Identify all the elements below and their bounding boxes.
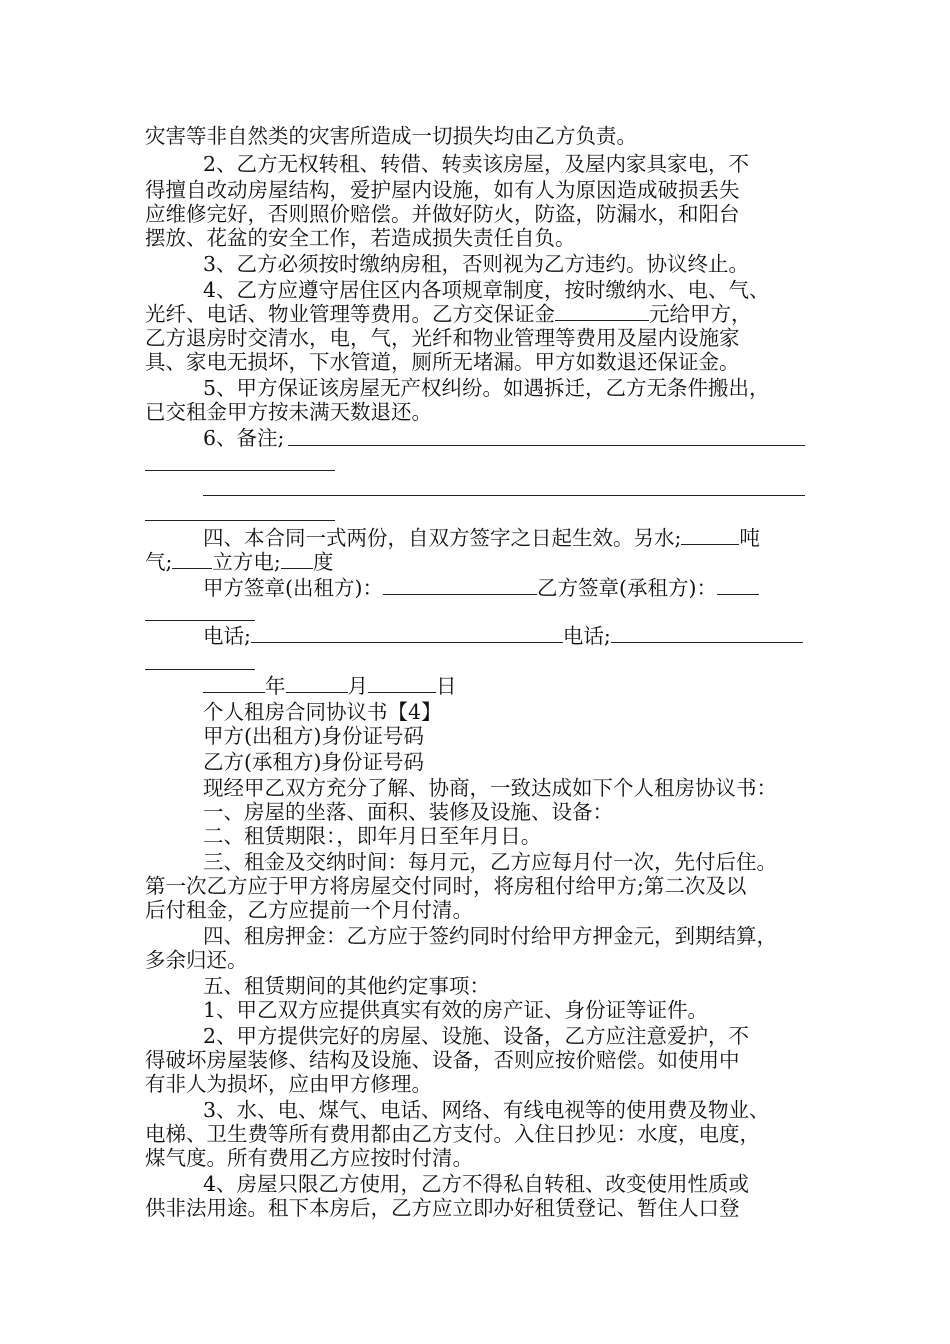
text-line: 5、甲方保证该房屋无产权纠纷。如遇拆迁，乙方无条件搬出， <box>203 376 770 400</box>
day-blank[interactable] <box>368 674 436 693</box>
remarks-blank[interactable] <box>288 445 805 446</box>
landlord-signature-label: 甲方签章(出租方)： <box>203 576 383 600</box>
text-line: 2、甲方提供完好的房屋、设施、设备，乙方应注意爱护，不 <box>203 1024 750 1048</box>
landlord-phone-blank[interactable] <box>251 624 563 643</box>
remarks-blank[interactable] <box>145 520 335 521</box>
remarks-blank[interactable] <box>145 470 335 471</box>
tenant-signature-label: 乙方签章(承租方)： <box>537 576 717 600</box>
landlord-signature-blank[interactable] <box>383 576 537 595</box>
month-blank[interactable] <box>286 674 348 693</box>
text-line: 甲方(出租方)身份证号码 <box>203 724 424 748</box>
text-line: 已交租金甲方按未满天数退还。 <box>145 400 432 424</box>
text-line: 3、水、电、煤气、电话、网络、有线电视等的使用费及物业、 <box>203 1098 770 1122</box>
month-label: 月 <box>347 674 368 698</box>
text-line: 五、租赁期间的其他约定事项： <box>203 974 490 998</box>
text-line: 有非人为损坏，应由甲方修理。 <box>145 1072 432 1096</box>
copies-line-label: 四、本合同一式两份，自双方签字之日起生效。另水; <box>203 526 682 550</box>
text-line: 乙方退房时交清水，电，气，光纤和物业管理等费用及屋内设施家 <box>145 326 740 350</box>
landlord-phone-label: 电话; <box>203 624 251 648</box>
remarks-label: 6、备注; <box>203 426 285 450</box>
tenant-phone-label: 电话; <box>562 624 611 648</box>
electric-label: 立方电; <box>212 550 281 574</box>
text-line: 第一次乙方应于甲方将房屋交付同时，将房租付给甲方;第二次及以 <box>145 874 747 898</box>
text-line: 摆放、花盆的安全工作，若造成损失责任自负。 <box>145 226 576 250</box>
text-line: 得擅自改动房屋结构，爱护屋内设施，如有人为原因造成破损丢失 <box>145 178 740 202</box>
gas-blank[interactable] <box>172 550 212 569</box>
text-line: 4、乙方应遵守居住区内各项规章制度，按时缴纳水、电、气、 <box>203 278 770 302</box>
year-label: 年 <box>265 674 286 698</box>
water-blank[interactable] <box>681 526 739 545</box>
text-line: 现经甲乙双方充分了解、协商，一致达成如下个人租房协议书： <box>203 776 777 800</box>
deposit-line <box>145 302 752 326</box>
text-line: 电梯、卫生费等所有费用都由乙方支付。入住日抄见：水度，电度， <box>145 1122 760 1146</box>
text-line: 3、乙方必须按时缴纳房租，否则视为乙方违约。协议终止。 <box>203 252 750 276</box>
signature-line <box>203 576 759 600</box>
copies-line <box>203 526 760 550</box>
text-line: 2、乙方无权转租、转借、转卖该房屋，及屋内家具家电，不 <box>203 152 750 176</box>
text-line: 二、租赁期限：，即年月日至年月日。 <box>203 824 542 848</box>
text-line: 三、租金及交纳时间：每月元，乙方应每月付一次，先付后住。 <box>203 850 777 874</box>
deposit-line-label: 光纤、电话、物业管理等费用。乙方交保证金 <box>145 302 555 326</box>
tenant-signature-blank-continued[interactable] <box>145 620 255 621</box>
text-line: 供非法用途。租下本房后，乙方应立即办好租赁登记、暂住人口登 <box>145 1196 740 1220</box>
day-label: 日 <box>436 674 457 698</box>
text-line: 应维修完好，否则照价赔偿。并做好防火，防盗，防漏水，和阳台 <box>145 202 740 226</box>
text-line: 四、租房押金：乙方应于签约同时付给甲方押金元，到期结算， <box>203 924 777 948</box>
water-unit: 吨 <box>739 526 760 550</box>
meter-line <box>145 550 333 574</box>
date-line <box>203 674 457 698</box>
electric-blank[interactable] <box>281 550 313 569</box>
tenant-phone-blank-continued[interactable] <box>145 669 255 670</box>
text-line: 4、房屋只限乙方使用，乙方不得私自转租、改变使用性质或 <box>203 1172 750 1196</box>
text-line: 得破坏房屋装修、结构及设施、设备，否则应按价赔偿。如使用中 <box>145 1048 740 1072</box>
deposit-blank[interactable] <box>555 302 649 321</box>
text-line: 灾害等非自然类的灾害所造成一切损失均由乙方负责。 <box>145 124 637 148</box>
text-line: 具、家电无损坏，下水管道，厕所无堵漏。甲方如数退还保证金。 <box>145 350 740 374</box>
text-line: 一、房屋的坐落、面积、装修及设施、设备： <box>203 800 613 824</box>
text-line: 多余归还。 <box>145 948 248 972</box>
text-line: 乙方(承租方)身份证号码 <box>203 750 424 774</box>
year-blank[interactable] <box>203 674 265 693</box>
deposit-line-suffix: 元给甲方， <box>649 302 752 326</box>
electric-unit: 度 <box>312 550 334 574</box>
text-line: 1、甲乙双方应提供真实有效的房产证、身份证等证件。 <box>203 998 709 1022</box>
text-line: 煤气度。所有费用乙方应按时付清。 <box>145 1146 473 1170</box>
tenant-phone-blank[interactable] <box>611 624 803 643</box>
contract-title: 个人租房合同协议书【4】 <box>203 700 442 724</box>
tenant-signature-blank[interactable] <box>717 576 759 595</box>
remarks-blank[interactable] <box>203 495 805 496</box>
text-line: 后付租金，乙方应提前一个月付清。 <box>145 898 473 922</box>
gas-label: 气; <box>145 550 173 574</box>
phone-line <box>203 624 803 648</box>
